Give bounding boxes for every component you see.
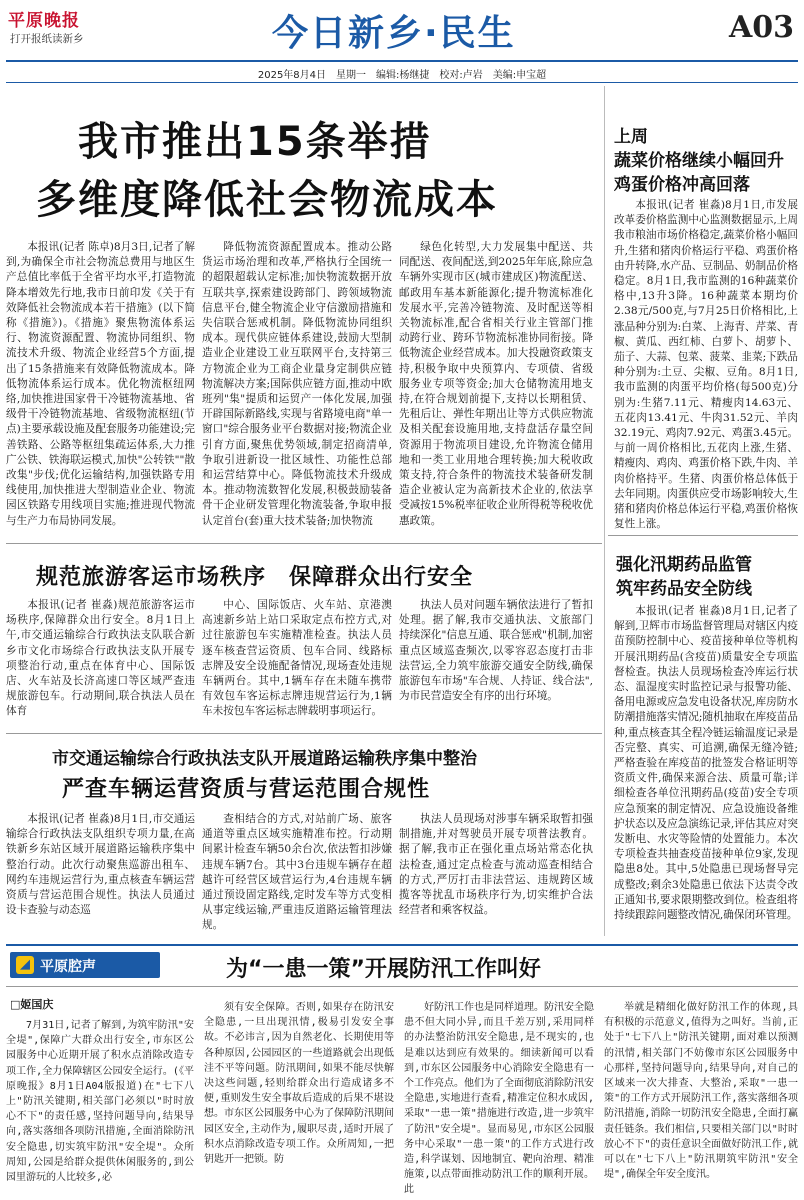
headline-prices-line2: 蔬菜价格继续小幅回升 bbox=[614, 151, 784, 171]
article-transport-col1: 本报讯(记者 崔淼)8月1日,市交通运输综合行政执法支队组织专项力量,在高铁新乡东站区域开展道路运输秩序集中整治行动。此次行动聚焦巡游出租车、网约车违规运营行为,重点核查车辆运营资质与营运范围合规性。执法人员通过设卡查验与动态巡 bbox=[6, 813, 195, 917]
article-logistics-col1: 本报讯(记者 陈卓)8月3日,记者了解到,为确保全市社会物流总费用与地区生产总值比率低于全省平均水平,打造物流降本增效先行地,我市日前印发《关于有效降低社会物流成本若干措施》(以下简称《措施》)。《措施》聚焦物流体系运行、物流资源配置、物流协同组织、物流技术升级、物流企业经营5个方面,提出了15条措施来有效降低物流成本。降低物流体系运行成本。优化物流枢纽网络,加快推进国家骨干冷链物流基地、省级骨干冷链物流基地、省级物流枢纽(节点)主要承载设施及配套服务功能建设;完善铁路、公路等枢纽集疏运体系,大力推广公铁、铁海联运模式,加快"公转铁""散改集"步伐;优化运输结构,加强铁路专用线使用,加快推进大型制造业企业、物流园区铁路专用线项目实施;推进现代物流与生产力布局协同发展。 bbox=[6, 241, 195, 527]
headline-tourism: 规范旅游客运市场秩序 保障群众出行安全 bbox=[36, 565, 474, 590]
article-drugs-body: 本报讯(记者 崔淼)8月1日,记者了解到,卫辉市市场监督管理局对辖区内疫苗预防控制中心、疫苗接种单位等机构开展汛期药品(含疫苗)质量安全专项监督检查。执法人员现场检查冷库运行状态、温湿度实时监控记录与报警功能、备用电源或应急发电设备状况,库房防水防潮措施落实情况;随机抽取在库疫苗品种,重点核查其全程冷链运输温度记录是否完整、真实、可追溯,确保无缝冷链;严格查验在库疫苗的批签发合格证明等资质文件,确保来源合法、质量可靠;详细检查各单位汛期药品(疫苗)安全专项应急预案的制定情况、应急设施设备维护状态以及应急演练记录,评估其应对突发断电、水灾等险情的处置能力。本次专项检查共抽查疫苗接种单位9家,发现隐患8处。其中,5处隐患已现场督导完成整改;剩余3处隐患已依法下达责令改正通知书,要求限期整改到位。检查组将持续跟踪问题整改情况,确保闭环管理。 bbox=[614, 605, 798, 922]
article-logistics-col2: 降低物流资源配置成本。推动公路货运市场治理和改革,严格执行全国统一的超限超载认定标准;加快物流数据开放互联共享,探索建设跨部门、跨领域物流信息平台,健全物流企业守信激励措施和失信联合惩戒机制。降低物流协同组织成本。现代供应链体系建设,鼓励大型制造业企业建设工业互联网平台,支持第三方物流企业为工商企业量身定制供应链物流解决方案;国际供应链方面,推动中欧班列"集"提质和运贸产一体化发展,加强开辟国际新路线,实现与省路境电商"单一窗口"综合服务业平台数据对接;物流企业引育方面,聚焦优势领域,制定招商清单,争取引进新设一批区域性、功能性总部和运营结算中心。降低物流技术升级成本。推动物流数智化发展,积极鼓励装备骨干企业研发管理化物流装备,争取申报认定首台(套)重大技术装备;加快物流 bbox=[202, 241, 392, 527]
dateline: 2025年8月4日 星期一 编辑:杨继捷 校对:卢岩 美编:申宝超 bbox=[257, 70, 547, 81]
headline-logistics-line1: 我市推出15条举措 bbox=[78, 119, 432, 165]
column-icon: ◢ bbox=[16, 956, 34, 974]
commentary-col1: 7月31日,记者了解到,为筑牢防汛"安全堤",保障广大群众出行安全,市东区公园服务中心近期开展了积水点消除改造专项工作,全力保障辖区公园安全运行。(《平原晚报》8月1日A04版报道)在"七下八上"防汛关键期,相关部门必须以"时时放心不下"的责任感,坚持问题导向,结果导向,落实落细各项防汛措施,全面消除防汛安全隐患,切实筑牢防汛"安全堤"。众所周知,公园是给群众提供休闲服务的,到公园里游玩的人比较多,必 bbox=[6, 1020, 194, 1184]
commentary-col2: 须有安全保障。否则,如果存在防汛安全隐患,一旦出现汛情,极易引发安全事故。不必讳言,因为自然老化、长期使用等各种原因,公园园区的一些道路就会出现低洼不平等问题。防汛期间,如果不能尽快解决这些问题,轻则给群众出行造成诸多不便,重则发生安全事故后造成的后果不堪设想。市东区公园服务中心为了保障防汛期间园区安全,主动作为,履职尽责,适时开展了积水点消除改造专项工作。众所周知,一把钥匙开一把锁。防 bbox=[204, 1002, 394, 1166]
article-tourism-col1: 本报讯(记者 崔淼)规范旅游客运市场秩序,保障群众出行安全。8月1日上午,市交通运输综合行政执法支队联合新乡市文化市场综合行政执法支队开展专项整治行动,重点在体育中心、国际饭店、火车站及长济高速口等区域严查违规旅游包车。行动期间,联合执法人员在体育 bbox=[6, 599, 195, 718]
article-transport-col3: 执法人员现场对涉事车辆采取暂扣强制措施,并对驾驶员开展专项普法教育。据了解,我市正在强化重点场站常态化执法检查,通过定点检查与流动巡查相结合的方式,严厉打击非法营运、违规跨区域揽客等扰乱市场秩序行为,切实维护合法经营者和乘客权益。 bbox=[399, 813, 593, 917]
article-logistics-col3: 绿色化转型,大力发展集中配送、共同配送、夜间配送,到2025年年底,除应急车辆外实现市区(城市建成区)物流配送、邮政用车基本新能源化;提升物流标准化发展水平,完善冷链物流、及时配送等相关物流标准,配合省相关行业主管部门推动跨行业、跨环节物流标准协同衔接。降低物流企业经营成本。加大投融资政策支持,积极争取中央预算内、专项债、省级服务业专项等资金;加大仓储物流用地支持,在符合规划前提下,支持以长期租赁、先租后让、弹性年期出让等方式供应物流及相关配套设施用地,支持盘活存量空间资源用于物流项目建设,允许物流仓储用地和一类工业用地合理转换;加大税收政策支持,符合条件的物流技术装备研发制造企业被认定为高新技术企业的,依法享受减按15%税率征收企业所得税等税收优惠政策。 bbox=[399, 241, 593, 527]
commentary-byline: □姬国庆 bbox=[10, 998, 54, 1011]
article-transport-col2: 查相结合的方式,对站前广场、旅客通道等重点区域实施精准布控。行动期间累计检查车辆50余台次,依法暂扣涉嫌违规车辆7台。其中3台违规车辆存在超越许可经营区域营运行为,4台违规车辆通过预设固定路线,定时发车等方式变相从事定线运输,严重违反道路运输管理法规。 bbox=[202, 813, 392, 932]
section-title: 今日新乡·民生 bbox=[272, 13, 516, 54]
headline-prices-line3: 鸡蛋价格冲高回落 bbox=[614, 175, 750, 195]
headline-drugs-line2: 筑牢药品安全防线 bbox=[616, 579, 752, 599]
headline-drugs-line1: 强化汛期药品监管 bbox=[616, 555, 752, 575]
headline-transport-line1: 市交通运输综合行政执法支队开展道路运输秩序集中整治 bbox=[52, 749, 477, 769]
headline-prices-line1: 上周 bbox=[614, 127, 648, 147]
article-prices-body: 本报讯(记者 崔淼)8月1日,市发展改革委价格监测中心监测数据显示,上周我市粮油市场价格稳定,蔬菜价格小幅回升,生猪和猪肉价格运行平稳、鸡蛋价格由升转降,水产品、豆制品、奶制品价格稳定。8月1日,我市监测的16种蔬菜价格中,13升3降。16种蔬菜本期均价2.38元/500克,与7月25日价格相比,上涨品种分别为:白菜、上海青、芹菜、青椒、黄瓜、西红柿、白萝卜、胡萝卜、茄子、大蒜、包菜、菠菜、韭菜;下跌品种分别为:土豆、尖椒、豆角。8月1日,我市监测的肉蛋平均价格(每500克)分别为:生猪7.11元、精瘦肉14.63元、五花肉13.41元、牛肉31.52元、羊肉32.19元、鸡肉7.92元、鸡蛋3.45元。与前一周价格相比,五花肉上涨,生猪、精瘦肉、鸡肉、鸡蛋价格下跌,牛肉、羊肉价格持平。生猪、肉蛋价格总体低于去年同期。肉蛋供应受市场影响较大,生猪和猪肉价格总体运行平稳,鸡蛋价格恢复性上涨。 bbox=[614, 199, 798, 531]
column-name: 平原腔声 bbox=[40, 959, 96, 975]
commentary-col4: 举就是精细化做好防汛工作的体现,具有积极的示范意义,值得为之叫好。当前,正处于"七下八上"防汛关键期,面对难以预测的汛情,相关部门不妨像市东区公园服务中心那样,坚持问题导向,结果导向,对自己的区域来一次大排查、大整治,采取"一患一策"的工作方式开展防汛工作,落实落细各项防汛措施,消除一切防汛安全隐患,全面打赢责任链条。我们相信,只要相关部门以"时时放心不下"的责任意识全面做好防汛工作,就可以在"七下八上"防汛期筑牢防汛"安全堤",确保全年安全度汛。 bbox=[604, 1002, 798, 1181]
commentary-col3: 好防汛工作也是同样道理。防汛安全隐患不但大同小异,而且千差万别,采用同样的办法整治防汛安全隐患,是不现实的,也是难以达到应有效果的。细读新闻可以看到,市东区公园服务中心消除安全隐患有一个工作亮点。他们为了全面彻底消除防汛安全隐患,实地进行查看,精准定位积水成因,采取"一患一策"措施进行改造,进一步筑牢了防汛"安全堤"。显而易见,市东区公园服务中心采取"一患一策"的工作方式进行改造,科学谋划、因地制宜、靶向治理、精准施策,以点带面推动防汛工作的顺利开展。此 bbox=[404, 1002, 594, 1196]
article-tourism-col2: 中心、国际饭店、火车站、京港澳高速新乡站上站口采取定点布控方式,对过往旅游包车实施精准检查。执法人员逐车核查营运资质、包车合同、线路标志牌及安全设施配备情况,现场查处违规车辆两台。其中,1辆车存在未随车携带有效包车客运标志牌违规营运行为,1辆车未按包车客运标志牌载明事项运行。 bbox=[202, 599, 392, 718]
headline-transport-line2: 严查车辆运营资质与营运范围合规性 bbox=[62, 777, 431, 802]
masthead-rule bbox=[6, 60, 798, 62]
headline-logistics-line2: 多维度降低社会物流成本 bbox=[36, 177, 498, 223]
commentary-headline: 为“一患一策”开展防汛工作叫好 bbox=[226, 957, 541, 982]
article-tourism-col3: 执法人员对问题车辆依法进行了暂扣处理。据了解,我市交通执法、文旅部门持续深化"信息互通、联合惩戒"机制,加密重点区域巡查频次,以零容忍态度打击非法营运,全力筑牢旅游交通安全防线,确保旅游包车市场"车合规、人持证、线合法",为市民营造安全有序的出行环境。 bbox=[399, 599, 593, 703]
page-number: A03 bbox=[728, 10, 794, 45]
newspaper-logo: 平原晚报 bbox=[8, 11, 80, 31]
slogan: 打开报纸读新乡 bbox=[10, 33, 84, 45]
